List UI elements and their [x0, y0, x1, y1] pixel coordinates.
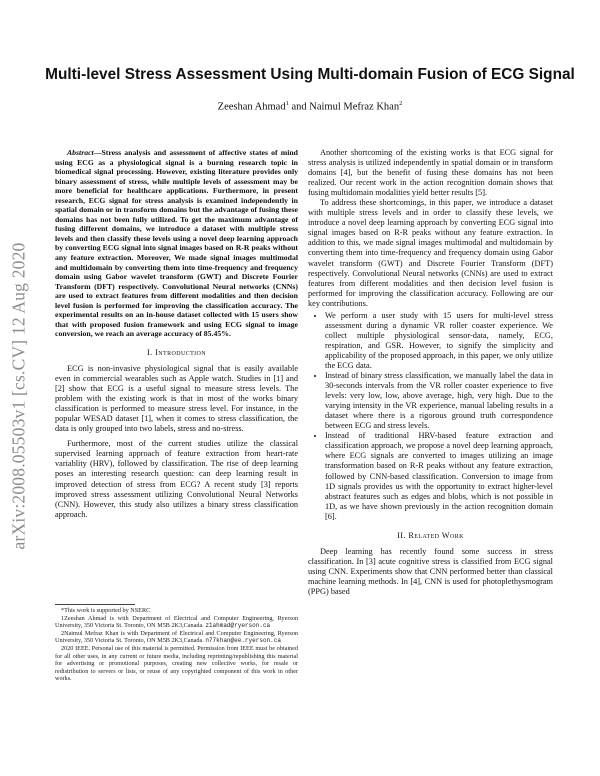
author-line	[40, 100, 580, 113]
copyright-notice: 2020 IEEE. Personal use of this material is permitted. Permission from IEEE must be obtained for all other uses, in any current or future media, including reprinting/republishing this material for advertising or promotional purposes, creating new collective works, for resale or redistribution to servers or lists, or reuse of any copyrighted component of this work in other works.	[55, 644, 298, 683]
footnotes	[55, 604, 298, 683]
abstract-label: Abstract	[67, 148, 94, 157]
email-author-2: n77khan@ee.ryerson.ca	[205, 637, 281, 645]
left-column	[55, 148, 298, 520]
intro-paragraph-2: Furthermore, most of the current studies utilize the classical supervised learning approach of feature extraction from heart-rate variablity (HRV), followed by classification. The rise of deep learning poses an interesting research question: can deep learning result in improved detection of stress from ECG? A recent study [3] reports improved stress assessment utilizing Convolutional Neural Networks (CNN). However, this study also utilizes a binary stress classification approach.	[55, 439, 298, 519]
footnote-author-2-text: 2Naimul Mefraz Khan is with Department of Electrical and Computer Engineering, Ryerson University, 350 Victoria St. Toronto, ON M5B 2K3,Canada.	[55, 629, 298, 645]
author-2: Naimul Mefraz Khan	[309, 101, 400, 113]
paper-title: Multi-level Stress Assessment Using Multi-domain Fusion of ECG Signal	[45, 66, 575, 83]
contributions-list	[308, 311, 553, 522]
right-paragraph-2: To address these shortcomings, in this paper, we introduce a dataset with multiple stress levels and in order to classify these levels, we introduce a novel deep learning approach by converting ECG signal into signal images based on R-R peaks without any feature extraction. In addition to this, we made signal images multimodal and multidomain by converting them into time-frequency and frequency domain using Gabor wavelet transform (GWT) and Discrete Fourier Transform (DFT) respectively. Convolutional Neural networks (CNNs) are used to extract features from different modalities and then decision level fusion is performed for improving the classification accuracy. Following are our key contributions.	[308, 198, 553, 308]
footnote-funding: *This work is supported by NSERC	[61, 607, 151, 614]
footnote-author-2	[55, 630, 298, 645]
right-column	[308, 148, 553, 597]
abstract-text: —Stress analysis and assessment of affective states of mind using ECG as a physiological signal is a burning research topic in biomedical signal processing. However, existing literature provides only binary assessment of stress, while multiple levels of assessment may be more beneficial for healthcare applications. Furthermore, in present research, ECG signal for stress analysis is examined independently in spatial domain or in transform domains but the advantage of fusing these domains has not been fully utilized. To get the maximum advantage of fusing different domains, we introduce a dataset with multiple stress levels and then classify these levels using a novel deep learning approach by converting ECG signal into signal images based on R-R peaks without any feature extraction. Moreover, We made signal images multimodal and multidomain by converting them into time-frequency and frequency domain using Gabor wavelet transform (GWT) and Discrete Fourier Transform (DFT) respectively. Convolutional Neural networks (CNNs) are used to extract features from different modalities and then decision level fusion is performed for improving the classification accuracy. The experimental results on an in-house dataset collected with 15 users show that with proposed fusion framework and using ECG signal to image conversion, we reach an average accuracy of 85.45%.	[55, 148, 298, 339]
list-item: • Instead of binary stress classification, we manually label the data in 30-seconds intervals from the VR roller coaster experience to five levels: very low, low, above average, high, very high. Due to the varying intensity in the VR experience, manual labeling results in a dataset where there is a rigorous ground truth correspondence between ECG and stress levels.	[325, 371, 553, 431]
footnote-author-1-text: 1Zeeshan Ahmad is with Department of Electrical and Computer Engineering, Ryerson University, 350 Victoria St. Toronto, ON M5B 2K3,Canada.	[55, 614, 298, 630]
section-number: I.	[146, 347, 156, 357]
arxiv-stamp-text: arXiv:2008.05503v1 [cs.CV] 12 Aug 2020	[8, 242, 29, 550]
author-1-affiliation: 1	[285, 100, 289, 107]
author-2-affiliation: 2	[399, 100, 403, 107]
email-author-1: z1ahmad@ryerson.ca	[205, 622, 271, 630]
list-item: • We perform a user study with 15 users for multi-level stress assessment during a dynamic VR roller coaster experience. We collect multiple physiological sensor-data, namely, ECG, respiration, and GSR. However, to signify the simplicity and applicability of the proposed approach, in this paper, we only utilize the ECG data.	[325, 311, 553, 371]
section-title: Introduction	[155, 347, 207, 357]
section-number: II.	[397, 530, 409, 540]
author-conjunction: and	[288, 101, 310, 113]
footnote-author-1	[55, 615, 298, 630]
footnote-rule	[55, 604, 135, 605]
abstract	[55, 148, 298, 339]
author-1: Zeeshan Ahmad	[217, 101, 286, 113]
right-paragraph-1: Another shortcoming of the existing works is that ECG signal for stress analysis is utilized independently in spatial domain or in transform domains [4], but the benefit of fusing these domains has not been realized. Our recent work in the action recognition domain shows that fusing multidomain modalities yield better results [5].	[308, 148, 553, 198]
related-work-paragraph: Deep learning has recently found some success in stress classification. In [3] acute cognitive stress is classified from ECG signal using CNN. Experiments show that CNN performed better than classical machine learning methods. In [4], CNN is used for photoplethysmogram (PPG) based	[308, 546, 553, 596]
section-heading-introduction	[55, 348, 298, 358]
section-heading-related-work	[308, 531, 553, 541]
intro-paragraph-1: ECG is non-invasive physiological signal that is easily available even in commercial wearables such as Apple watch. Studies in [1] and [2] show that ECG is a useful signal to measure stress levels. The problem with the existing work is that in most of the works binary classification is performed to measure stress level. For instance, in the popular WESAD dataset [1], when it comes to stress classification, the data is only grouped into two labels, stress and no-stress.	[55, 363, 298, 434]
section-title: Related Work	[408, 530, 464, 540]
arxiv-stamp	[6, 196, 32, 596]
list-item: • Instead of traditional HRV-based feature extraction and classification approach, we propose a novel deep learning approach, where ECG signals are converted to images utilizing an image transformation based on R-R peaks without any feature extraction, followed by CNN-based classification. Conversion to image from 1D signals provides us with the opportunity to extract higher-level abstract features such as edges and blobs, which is not possible in 1D, as we have shown previously in the action recognition domain [6].	[325, 431, 553, 521]
